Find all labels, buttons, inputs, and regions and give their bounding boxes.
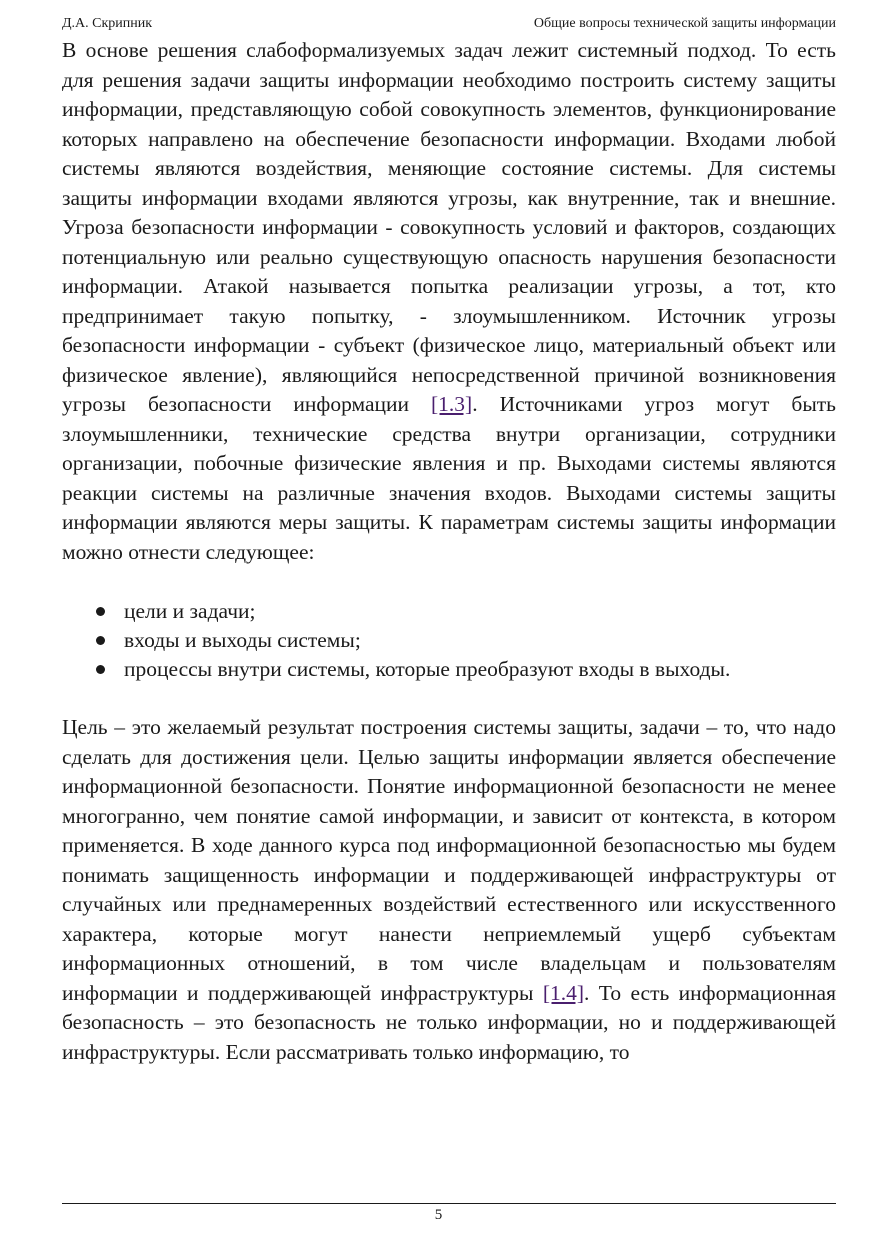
page-body <box>62 36 836 1067</box>
list-item <box>86 655 836 684</box>
paragraph-text: Цель – это желаемый результат построения системы защиты, задачи – то, что надо сделать для достижения цели. Целью защиты информации является обеспечение информационной безопасности. Понятие информационной безопасности не менее многогранно, чем понятие самой информации, и зависит от контекста, в котором применяется. В ходе данного курса под информационной безопасностью мы будем понимать защищенность информации и поддерживающей инфраструктуры от случайных или преднамеренных воздействий естественного или искусственного характера, которые могут нанести неприемлемый ущерб субъектам информационных отношений, в том числе владельцам и пользователям информации и поддерживающей инфраструктуры <box>62 715 836 1005</box>
header-title: Общие вопросы технической защиты информации <box>533 16 836 31</box>
reference-link-1-4[interactable]: [1.4] <box>542 980 585 1005</box>
page-header <box>62 14 836 34</box>
bullet-icon <box>96 665 105 674</box>
paragraph-text: . То есть информационная безопасность – это безопасность не только информации, но и поддерживающей инфраструктуры. Если рассматривать только информацию, то <box>62 980 836 1064</box>
paragraph-system-approach <box>62 36 836 567</box>
reference-link-1-3[interactable]: [1.3] <box>431 392 473 416</box>
bullet-icon <box>96 607 105 616</box>
paragraph-goal-definition <box>62 713 836 1067</box>
header-author: Д.А. Скрипник <box>62 16 153 31</box>
paragraph-text: В основе решения слабоформализуемых задач лежит системный подход. То есть для решения задачи защиты информации необходимо построить систему защиты информации, представляющую собой совокупность элементов, функционирование которых направлено на обеспечение безопасности информации. Входами любой системы являются воздействия, меняющие состояние системы. Для системы защиты информации входами являются угрозы, как внутренние, так и внешние. Угроза безопасности информации - совокупность условий и факторов, создающих потенциальную или реально существующую опасность нарушения безопасности информации. Атакой называется попытка реализации угрозы, а тот, кто предпринимает такую попытку, - злоумышленником. Источник угрозы безопасности информации - субъект (физическое лицо, материальный объект или физическое явление), являющийся непосредственной причиной возникновения угрозы безопасности информации <box>62 38 836 416</box>
list-item <box>86 597 836 626</box>
bullet-icon <box>96 636 105 645</box>
system-parameters-list <box>62 597 836 684</box>
list-item-text: входы и выходы системы; <box>124 628 361 652</box>
footer-divider <box>62 1203 836 1204</box>
list-item-text: цели и задачи; <box>124 599 256 623</box>
page-number: 5 <box>434 1207 443 1223</box>
list-item <box>86 626 836 655</box>
list-item-text: процессы внутри системы, которые преобразуют входы в выходы. <box>124 657 731 681</box>
paragraph-text: . Источниками угроз могут быть злоумышленники, технические средства внутри организации, сотрудники организации, побочные физические явления и пр. Выходами системы являются реакции системы на различные значения входов. Выходами системы защиты информации являются меры защиты. К параметрам системы защиты информации можно отнести следующее: <box>62 392 836 564</box>
